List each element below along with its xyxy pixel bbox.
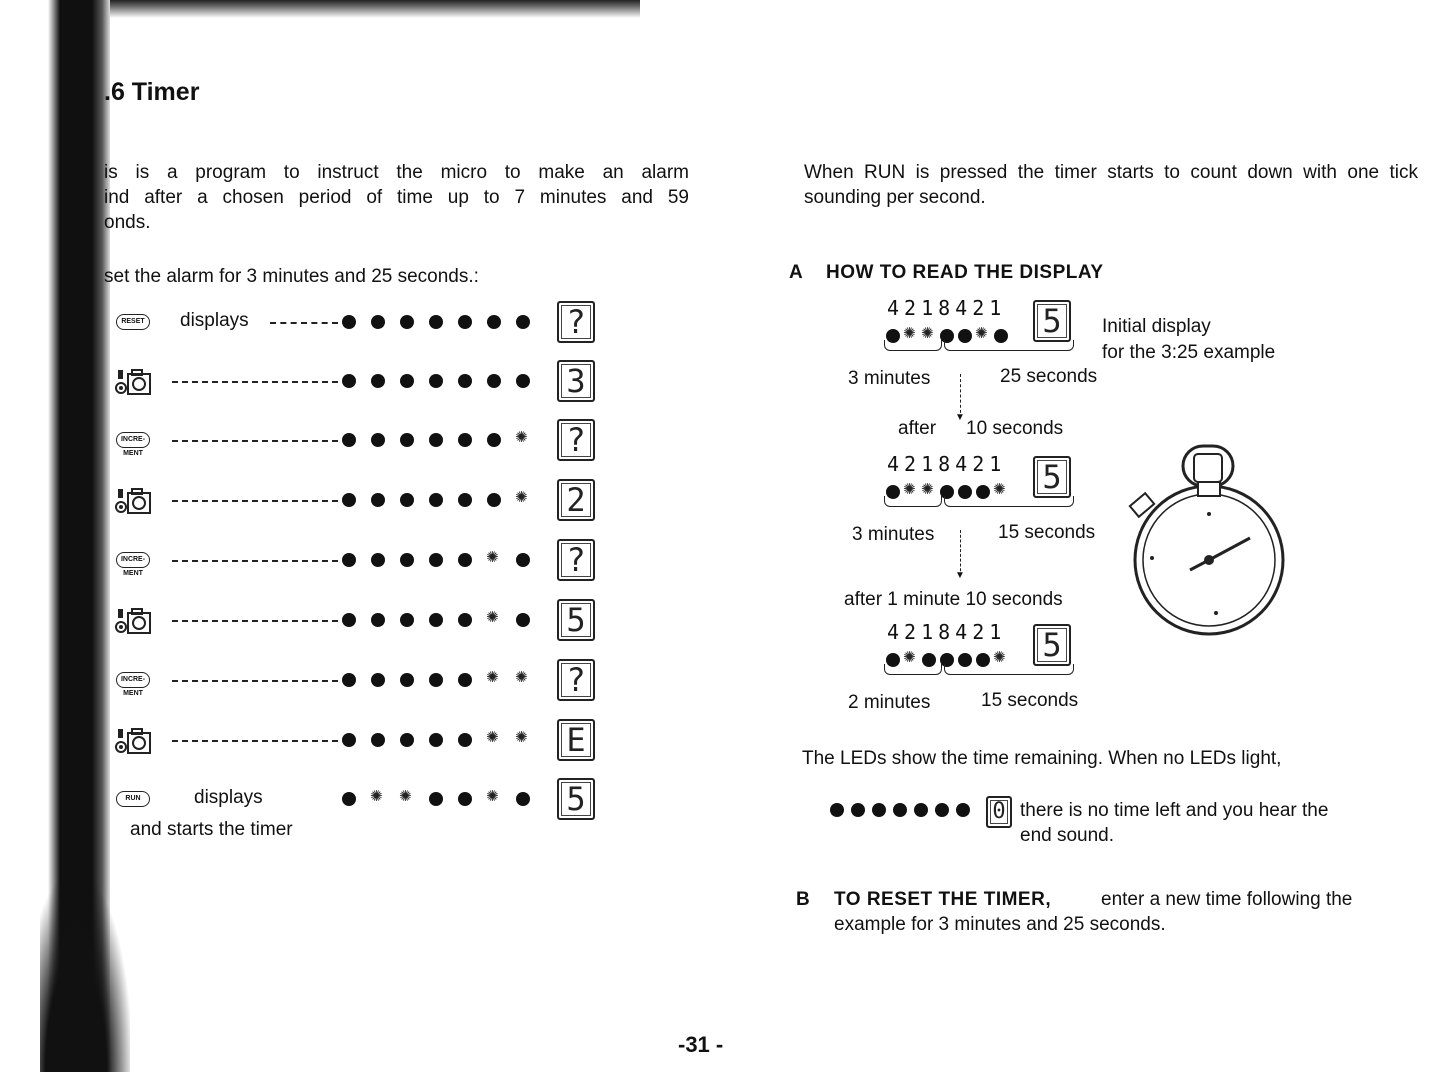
led-on: [458, 493, 472, 507]
seconds-label: 15 seconds: [981, 690, 1079, 711]
led-off: [516, 433, 530, 447]
leader-dashes: [270, 322, 338, 324]
run-key-icon: RUN: [116, 791, 150, 807]
seven-segment-display: E: [557, 719, 595, 761]
seven-segment-display: ?: [557, 539, 595, 581]
led-row: [342, 553, 530, 567]
section-a-letter: A: [789, 262, 804, 283]
led-on: [342, 792, 356, 806]
led-on: [458, 374, 472, 388]
led-on: [400, 433, 414, 447]
seven-segment-display: 3: [557, 360, 595, 402]
reset-key-icon: RESET: [116, 314, 150, 330]
zero-text-line2: end sound.: [1020, 825, 1115, 846]
initial-note-example: for the 3:25 example: [1102, 342, 1276, 363]
intro-line: onds.: [104, 212, 151, 233]
leader-dashes: [172, 560, 338, 562]
increment-key-icon: INCRE-MENT: [116, 432, 150, 448]
led-on: [400, 613, 414, 627]
led-on: [371, 733, 385, 747]
led-off: [516, 673, 530, 687]
led-on: [429, 374, 443, 388]
minutes-label: 3 minutes: [852, 524, 935, 545]
led-on: [342, 433, 356, 447]
increment-key-icon: INCRE-MENT: [116, 552, 150, 568]
camera-key-icon: [114, 727, 152, 760]
led-on: [429, 733, 443, 747]
zero-text-line1: there is no time left and you hear the: [1020, 800, 1329, 821]
led-on: [429, 493, 443, 507]
bit-weight-labels: 4218421: [887, 620, 1007, 644]
led-off: [516, 733, 530, 747]
led-on: [872, 803, 886, 817]
seven-segment-display: 5: [557, 778, 595, 820]
leader-dashes: [172, 740, 338, 742]
led-on: [893, 803, 907, 817]
led-on: [400, 733, 414, 747]
seconds-label: 25 seconds: [1000, 366, 1098, 387]
seven-segment-display: ?: [557, 301, 595, 343]
section-b-line2: example for 3 minutes and 25 seconds.: [834, 914, 1166, 935]
led-on: [342, 493, 356, 507]
led-on: [516, 792, 530, 806]
leader-dashes: [172, 440, 338, 442]
led-on: [342, 613, 356, 627]
leader-dashes: [172, 620, 338, 622]
led-on: [516, 315, 530, 329]
camera-key-icon: [114, 487, 152, 520]
led-on: [516, 613, 530, 627]
led-on: [371, 433, 385, 447]
led-on: [458, 673, 472, 687]
section-b-title: TO RESET THE TIMER,: [834, 889, 1052, 910]
page-number: -31 -: [678, 1032, 724, 1057]
led-on: [371, 613, 385, 627]
led-off: [487, 733, 501, 747]
led-on: [342, 553, 356, 567]
led-on: [487, 374, 501, 388]
leds-paragraph: The LEDs show the time remaining. When no LEDs light,: [802, 748, 1282, 769]
led-off: [487, 792, 501, 806]
seven-segment-display: 2: [557, 479, 595, 521]
led-on: [458, 733, 472, 747]
after-minute-label: after 1 minute 10 seconds: [844, 589, 1063, 610]
minutes-brace: [884, 496, 942, 507]
set-alarm-line: set the alarm for 3 minutes and 25 seconds.:: [104, 266, 479, 287]
led-on: [830, 803, 844, 817]
led-row: [342, 733, 530, 747]
section-b-letter: B: [796, 889, 811, 910]
arrow-head: ▼: [955, 412, 965, 423]
led-on: [371, 315, 385, 329]
led-on: [371, 553, 385, 567]
led-on: [400, 553, 414, 567]
led-on: [516, 553, 530, 567]
camera-key-icon: [114, 368, 152, 401]
led-row: [342, 673, 530, 687]
led-on: [487, 433, 501, 447]
scan-shadow-bottom: [40, 880, 130, 1072]
minutes-brace: [884, 664, 942, 675]
led-on: [400, 315, 414, 329]
led-on: [400, 673, 414, 687]
led-row: [342, 493, 530, 507]
intro-paragraph: [104, 160, 689, 235]
led-on: [371, 374, 385, 388]
led-off: [487, 613, 501, 627]
initial-note: Initial display: [1102, 316, 1211, 337]
led-on: [342, 374, 356, 388]
led-on: [342, 315, 356, 329]
section-b-text: enter a new time following the: [1101, 889, 1353, 910]
led-off: [400, 792, 414, 806]
led-off: [487, 553, 501, 567]
led-row: [342, 374, 530, 388]
leader-dashes: [172, 381, 338, 383]
after-seconds-label: 10 seconds: [966, 418, 1064, 439]
seven-segment-display: ?: [557, 659, 595, 701]
zero-led-row: [830, 803, 970, 817]
led-row: [342, 613, 530, 627]
seven-segment-display: 5: [1033, 456, 1071, 498]
led-on: [458, 433, 472, 447]
section-title: .6 Timer: [104, 78, 200, 106]
led-on: [851, 803, 865, 817]
led-on: [429, 315, 443, 329]
seven-segment-display: 5: [557, 599, 595, 641]
led-on: [429, 553, 443, 567]
intro-line: ind after a chosen period of time up to 7 minutes and 59: [104, 187, 689, 208]
zero-digit-display: 0: [986, 796, 1012, 828]
led-on: [487, 493, 501, 507]
section-a-title: HOW TO READ THE DISPLAY: [826, 262, 1104, 283]
minutes-label: 3 minutes: [848, 368, 931, 389]
increment-key-icon: INCRE-MENT: [116, 672, 150, 688]
seven-segment-display: 5: [1033, 624, 1071, 666]
led-on: [371, 493, 385, 507]
row-label: displays: [194, 787, 263, 808]
led-on: [342, 673, 356, 687]
seven-segment-display: 5: [1033, 300, 1071, 342]
starts-timer-label: and starts the timer: [130, 819, 293, 840]
led-on: [342, 733, 356, 747]
led-on: [935, 803, 949, 817]
minutes-brace: [884, 340, 942, 351]
led-on: [429, 792, 443, 806]
led-row: [342, 433, 530, 447]
stopwatch-icon: [1128, 438, 1308, 638]
led-on: [458, 315, 472, 329]
led-on: [487, 315, 501, 329]
led-on: [516, 374, 530, 388]
led-on: [429, 613, 443, 627]
led-on: [458, 553, 472, 567]
bit-weight-labels: 4218421: [887, 296, 1007, 320]
led-on: [429, 433, 443, 447]
led-on: [371, 673, 385, 687]
led-on: [429, 673, 443, 687]
led-on: [956, 803, 970, 817]
led-on: [400, 493, 414, 507]
led-off: [487, 673, 501, 687]
leader-dashes: [172, 500, 338, 502]
seven-segment-display: ?: [557, 419, 595, 461]
led-on: [458, 792, 472, 806]
seconds-label: 15 seconds: [998, 522, 1096, 543]
row-label: displays: [180, 310, 249, 331]
arrow-head: ▼: [955, 570, 965, 581]
leader-dashes: [172, 680, 338, 682]
intro-line: is is a program to instruct the micro to make an alarm: [104, 162, 689, 183]
camera-key-icon: [114, 607, 152, 640]
run-paragraph: When RUN is pressed the timer starts to count down with one tick sounding per second.: [804, 162, 1418, 208]
led-off: [371, 792, 385, 806]
led-on: [914, 803, 928, 817]
led-off: [516, 493, 530, 507]
after-label: after: [898, 418, 937, 439]
bit-weight-labels: 4218421: [887, 452, 1007, 476]
led-row: [342, 792, 530, 806]
led-on: [400, 374, 414, 388]
led-on: [458, 613, 472, 627]
minutes-label: 2 minutes: [848, 692, 931, 713]
led-row: [342, 315, 530, 329]
